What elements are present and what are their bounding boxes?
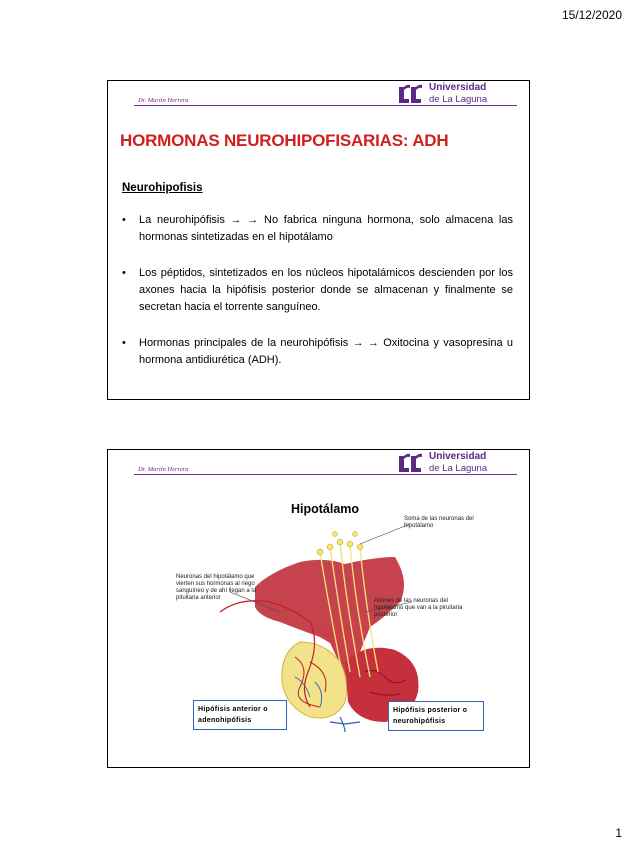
logo-text-universidad: Universidad — [429, 82, 487, 93]
university-logo — [397, 451, 517, 475]
bullet-marker: • — [122, 214, 126, 226]
slide-2 — [107, 449, 530, 768]
logo-text-universidad: Universidad — [429, 451, 487, 462]
author-name: Dr. Martín Herrera — [138, 97, 189, 104]
pituitary-diagram — [160, 502, 520, 732]
vein — [330, 717, 360, 732]
slide-1 — [107, 80, 530, 400]
bullet-text: Hormonas principales de la neurohipófisis → → Oxitocina y vasopresina u hormona antidiurética (ADH). — [139, 337, 513, 366]
label-neurons-left: Neuronas del hipotálamo que vierten sus hormonas al riego sanguíneo y de ahí llegan a la pituitaria anterior — [176, 574, 257, 601]
bullet-marker: • — [122, 267, 126, 279]
diagram-title: Hipotálamo — [291, 502, 360, 516]
neuron-somas — [317, 532, 363, 556]
page-date: 15/12/2020 — [561, 8, 622, 22]
bullet-item — [122, 335, 513, 369]
ull-logo-icon — [397, 453, 423, 473]
bullet-marker: • — [122, 337, 126, 349]
bullet-text: Los péptidos, sintetizados en los núcleos hipotalámicos descienden por los axones hacia la hipófisis posterior donde se almacenan y finalmente se secretan hacia el torrente sanguíneo. — [139, 267, 513, 313]
author-name: Dr. Martín Herrera — [138, 466, 189, 473]
label-soma: Soma de las neuronas del hipotálamo — [404, 516, 474, 529]
logo-text-la-laguna: de La Laguna — [429, 94, 488, 105]
page-number: 1 — [615, 826, 622, 840]
section-subtitle: Neurohipofisis — [122, 182, 203, 194]
label-axons: Axones de las neuronas del hipotálamo que van a la piruitaria posterior — [374, 598, 463, 618]
bullet-text: La neurohipófisis → → No fabrica ninguna hormona, solo almacena las hormonas sintetizadas en el hipotálamo — [139, 214, 513, 243]
bullet-item — [122, 265, 513, 316]
label-anterior-pituitary: Hipófisis anterior o adenohipófisis — [193, 700, 287, 730]
ull-logo-icon — [397, 84, 423, 104]
slide-title: HORMONAS NEUROHIPOFISARIAS: ADH — [120, 131, 449, 150]
bullet-list — [122, 212, 513, 388]
slide-header — [108, 450, 529, 480]
logo-text-la-laguna: de La Laguna — [429, 463, 488, 474]
label-posterior-pituitary: Hipófisis posterior o neurohipófisis — [388, 701, 484, 731]
university-logo — [397, 82, 517, 106]
bullet-item — [122, 212, 513, 246]
slide-header — [108, 81, 529, 111]
